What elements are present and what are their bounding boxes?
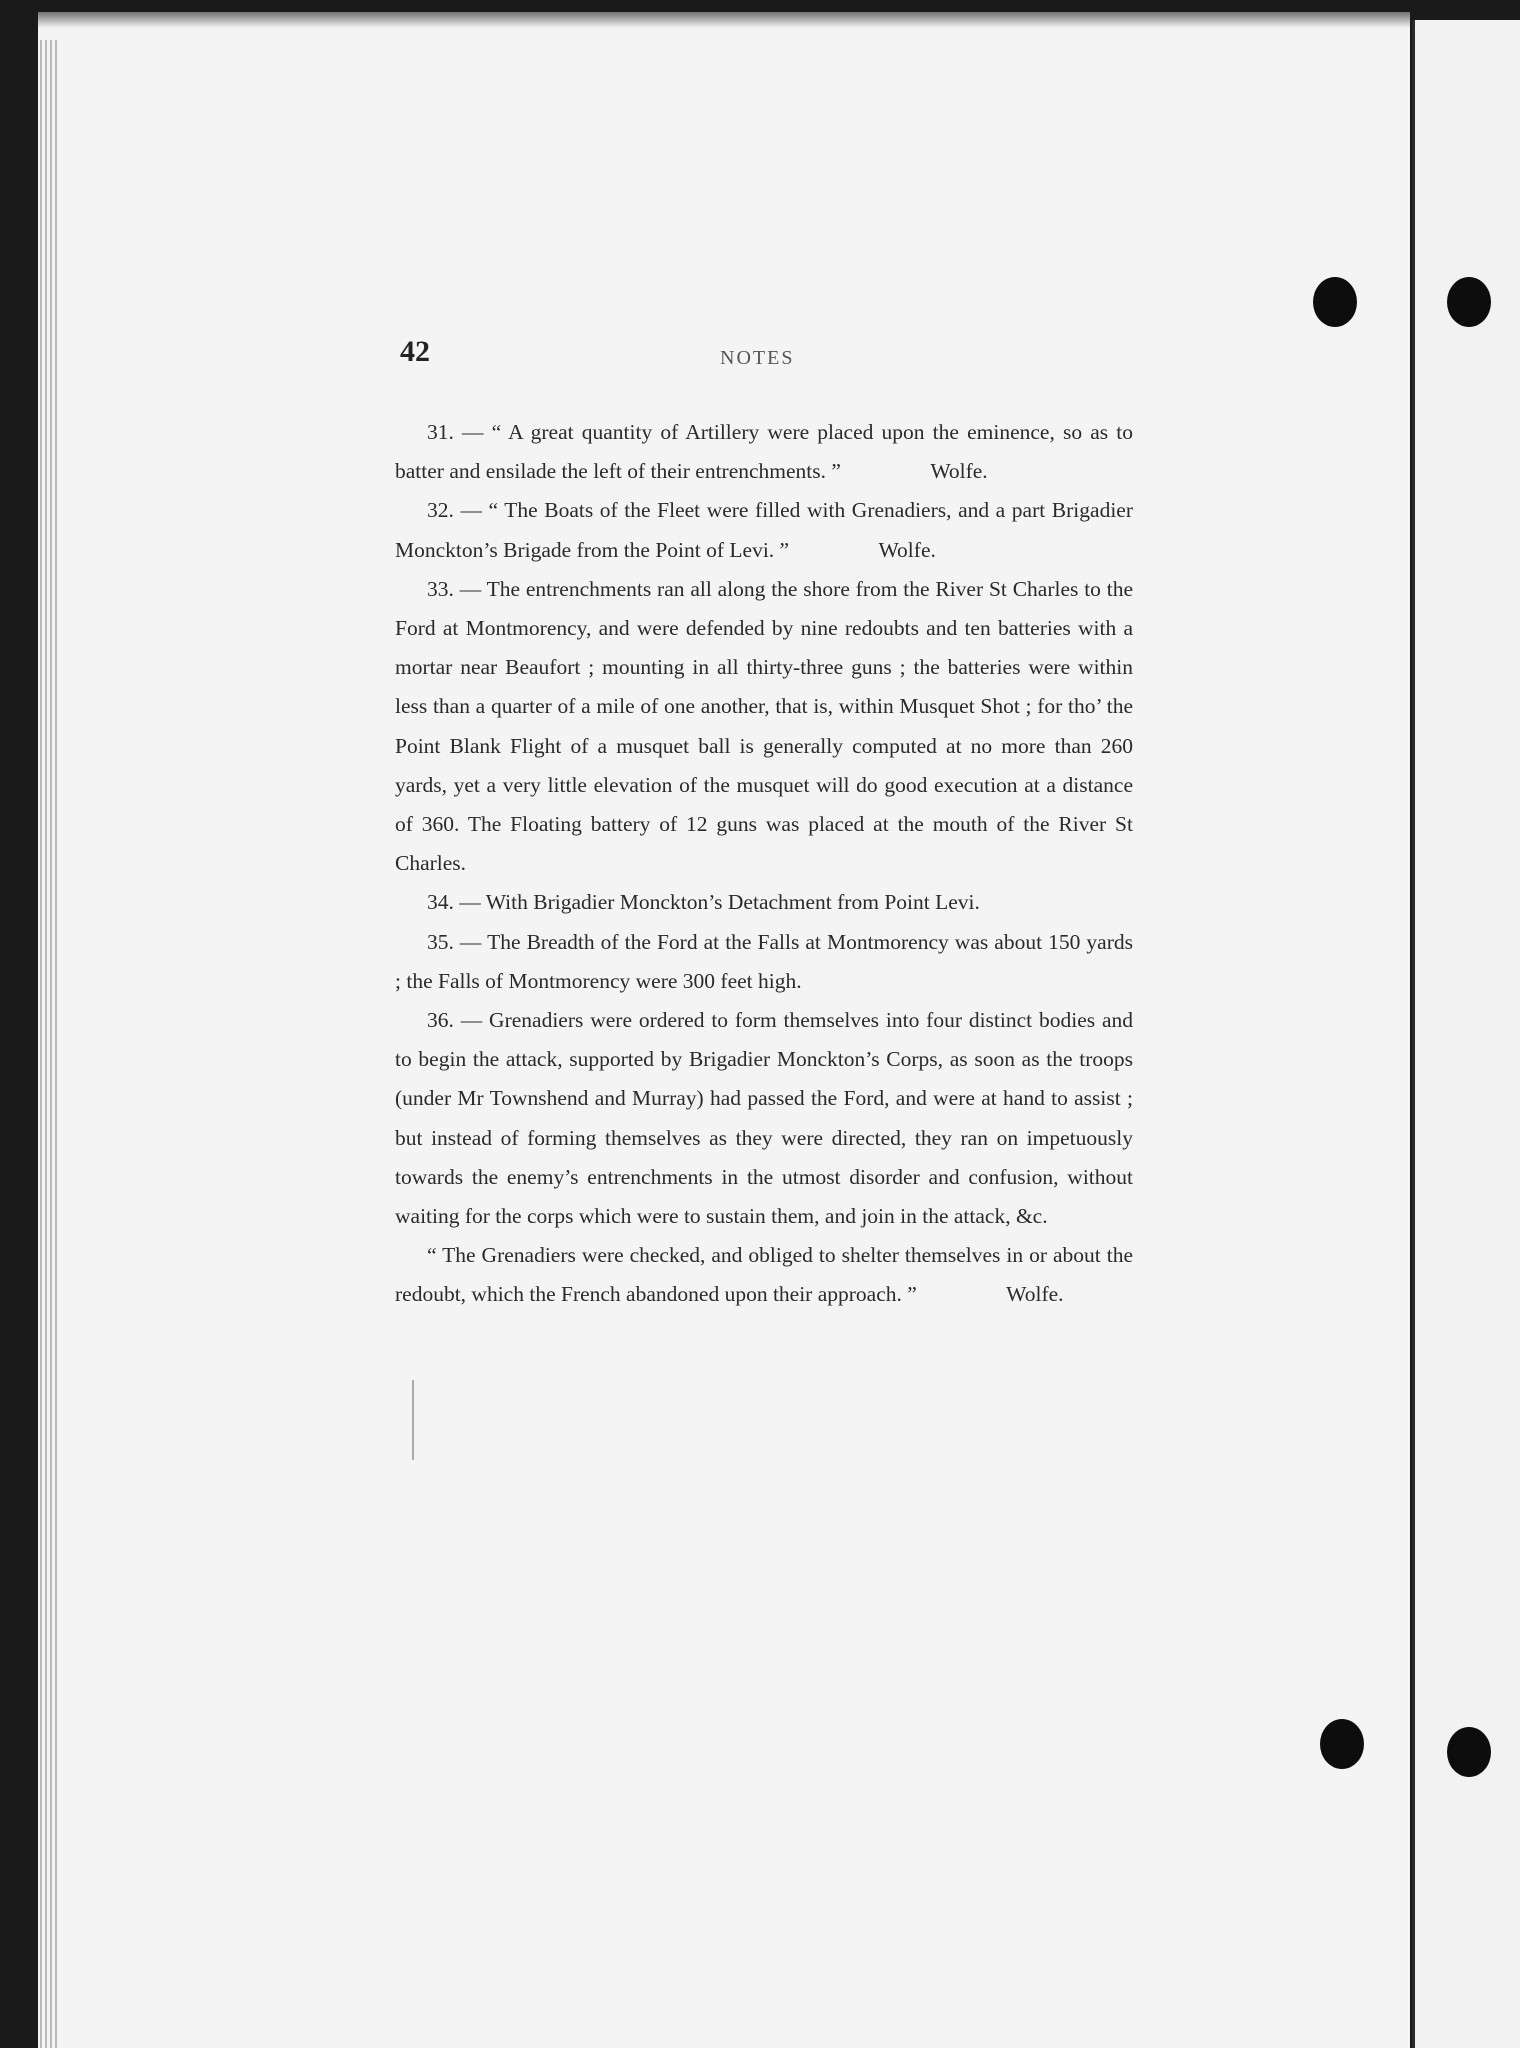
running-head: NOTES bbox=[720, 347, 795, 369]
page-edge bbox=[55, 40, 57, 2048]
note-text: 32. — “ The Boats of the Fleet were filled with Grenadiers, and a part Brigadier Monckton’s Brigade from the Point of Levi. ” bbox=[395, 498, 1133, 562]
note-34 bbox=[395, 883, 1133, 922]
note-text: 36. — Grenadiers were ordered to form themselves into four distinct bodies and to begin the attack, supported by Brigadier Monckton’s Corps, as soon as the troops (under Mr Townshend and Murray) had passed the Ford, and were at hand to assist ; but instead of forming themselves as they were directed, they ran on impetuously towards the enemy’s entrenchments in the utmost disorder and confusion, without waiting for the corps which were to sustain them, and join in the attack, &c. bbox=[395, 1008, 1133, 1229]
note-text: 31. — “ A great quantity of Artillery were placed upon the eminence, so as to batter and ensilade the left of their entrenchments. ” bbox=[395, 420, 1133, 484]
note-text: 34. — With Brigadier Monckton’s Detachment from Point Levi. bbox=[427, 890, 980, 915]
notes-body bbox=[395, 413, 1133, 1315]
note-attribution: Wolfe. bbox=[1006, 1282, 1064, 1307]
note-attribution: Wolfe. bbox=[878, 537, 936, 562]
binder-hole-top-icon bbox=[1313, 277, 1357, 327]
note-36-quote bbox=[395, 1236, 1133, 1314]
margin-mark bbox=[412, 1380, 414, 1460]
page-number: 42 bbox=[400, 335, 430, 368]
note-36 bbox=[395, 1001, 1133, 1236]
note-33 bbox=[395, 570, 1133, 884]
binder-hole-top-right-icon bbox=[1447, 277, 1491, 327]
note-text: 33. — The entrenchments ran all along the shore from the River St Charles to the Ford at Montmorency, and were defended by nine redoubts and ten batteries with a mortar near Beaufort ; mounting in all thirty-three guns ; the batteries were within less than a quarter of a mile of one another, that is, within Musquet Shot ; for tho’ the Point Blank Flight of a musquet ball is generally computed at no more than 260 yards, yet a very little elevation of the musquet will do good execution at a distance of 360. The Floating battery of 12 guns was placed at the mouth of the River St Charles. bbox=[395, 576, 1133, 876]
binder-hole-bottom-icon bbox=[1320, 1719, 1364, 1769]
note-text: “ The Grenadiers were checked, and obliged to shelter themselves in or about the redoubt, which the French abandoned upon their approach. ” bbox=[395, 1243, 1133, 1307]
page-top-shadow bbox=[38, 12, 1410, 28]
note-32 bbox=[395, 491, 1133, 569]
note-35 bbox=[395, 923, 1133, 1001]
page-edge bbox=[45, 40, 47, 2048]
note-text: 35. — The Breadth of the Ford at the Falls at Montmorency was about 150 yards ; the Falls of Montmorency were 300 feet high. bbox=[395, 929, 1133, 993]
page-edge bbox=[50, 40, 52, 2048]
note-attribution: Wolfe. bbox=[930, 459, 988, 484]
facing-page-edge bbox=[1412, 20, 1520, 2048]
binder-hole-bottom-right-icon bbox=[1447, 1727, 1491, 1777]
note-31 bbox=[395, 413, 1133, 491]
page-edge bbox=[40, 40, 42, 2048]
